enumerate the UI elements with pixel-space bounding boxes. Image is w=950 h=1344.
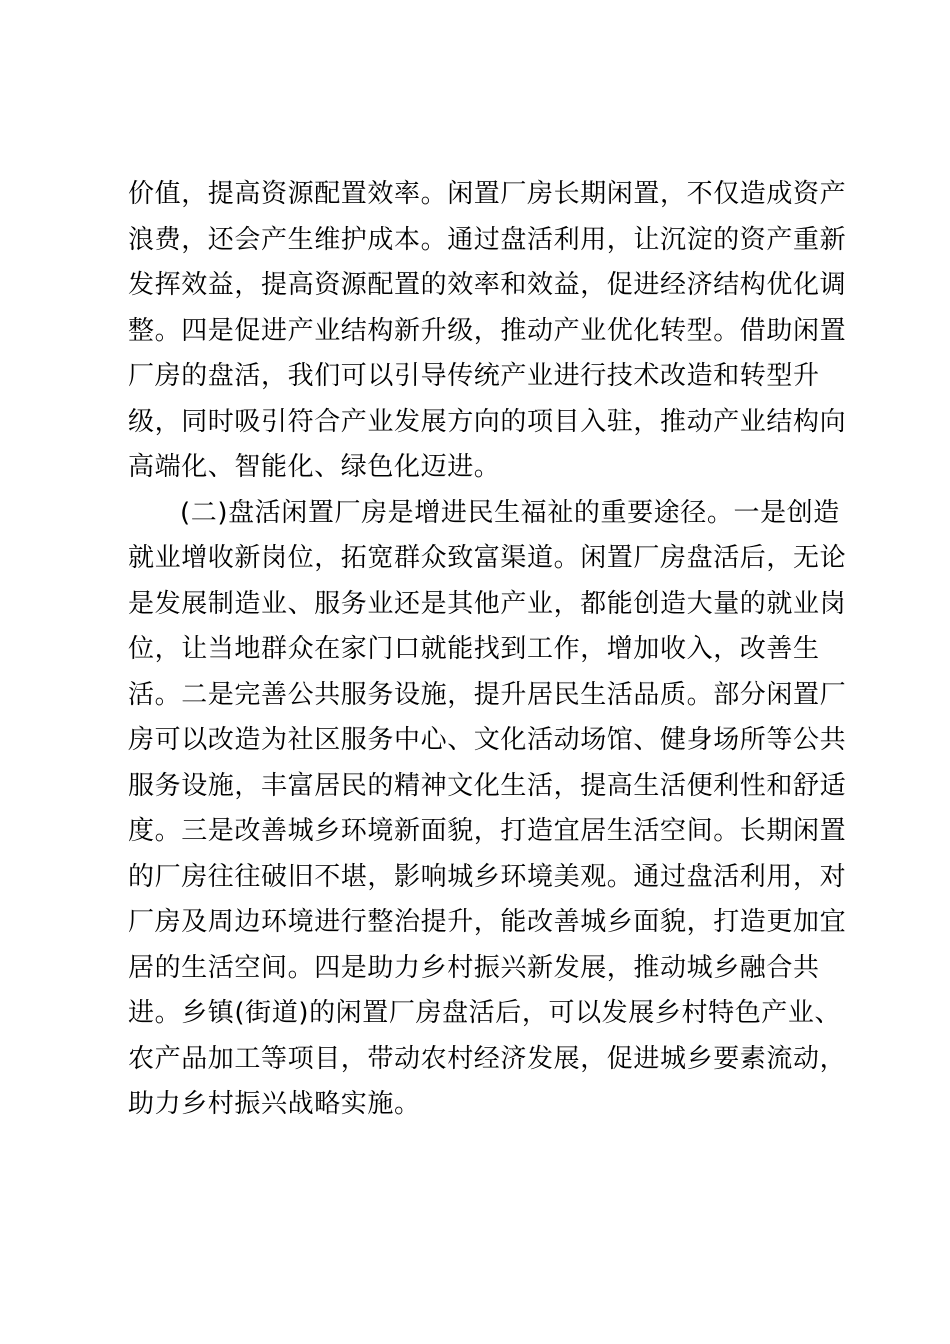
- text-line: 就业增收新岗位，拓宽群众致富渠道。闲置厂房盘活后，无论: [128, 543, 847, 573]
- text-line: 位，让当地群众在家门口就能找到工作，增加收入，改善生: [128, 634, 820, 664]
- text-line: 活。二是完善公共服务设施，提升居民生活品质。部分闲置厂: [128, 679, 847, 710]
- text-line: 服务设施，丰富居民的精神文化生活，提高生活便利性和舒适: [128, 770, 847, 801]
- text-line: 的厂房往往破旧不堪，影响城乡环境美观。通过盘活利用，对: [128, 861, 847, 892]
- body-text: [128, 172, 847, 1128]
- paragraph-2: [128, 491, 847, 1128]
- text-line: 级，同时吸引符合产业发展方向的项目入驻，推动产业结构向: [128, 406, 847, 437]
- text-line: 度。三是改善城乡环境新面貌，打造宜居生活空间。长期闲置: [128, 816, 847, 846]
- text-line: 厂房的盘活，我们可以引导传统产业进行技术改造和转型升: [128, 361, 820, 391]
- text-line: 整。四是促进产业结构新升级，推动产业优化转型。借助闲置: [128, 315, 847, 346]
- text-line: 是发展制造业、服务业还是其他产业，都能创造大量的就业岗: [128, 588, 847, 619]
- text-line: 发挥效益，提高资源配置的效率和效益，促进经济结构优化调: [128, 270, 847, 300]
- text-line: 居的生活空间。四是助力乡村振兴新发展，推动城乡融合共: [128, 952, 820, 983]
- paragraph-1: [128, 172, 847, 491]
- text-line: 农产品加工等项目，带动农村经济发展，促进城乡要素流动，: [128, 1043, 847, 1074]
- text-line: 进。乡镇(街道)的闲置厂房盘活后，可以发展乡村特色产业、: [128, 998, 842, 1028]
- text-line: 高端化、智能化、绿色化迈进。: [128, 452, 501, 482]
- text-line: 房可以改造为社区服务中心、文化活动场馆、健身场所等公共: [128, 725, 847, 755]
- text-line: 助力乡村振兴战略实施。: [128, 1089, 421, 1119]
- text-line: 浪费，还会产生维护成本。通过盘活利用，让沉淀的资产重新: [128, 224, 847, 255]
- text-line: 厂房及周边环境进行整治提升，能改善城乡面貌，打造更加宜: [128, 907, 847, 937]
- text-line: (二)盘活闲置厂房是增进民生福祉的重要途径。一是创造: [180, 497, 840, 528]
- text-line: 价值，提高资源配置效率。闲置厂房长期闲置，不仅造成资产: [128, 179, 847, 209]
